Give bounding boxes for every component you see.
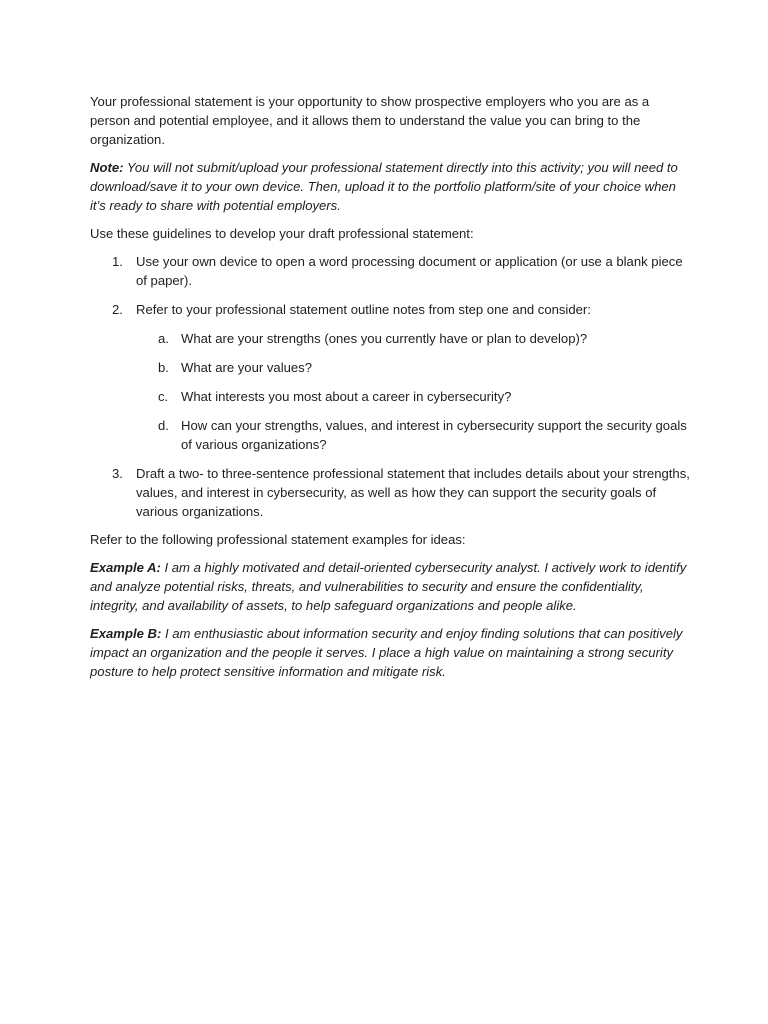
note-text: You will not submit/upload your professional statement directly into this activity; you will need to download/save it to your own device. Then, upload it to the portfolio platform/site of your choice when it’s ready to share with potential employers.	[90, 160, 678, 213]
example-b-paragraph	[90, 624, 690, 681]
substep-marker: b.	[158, 360, 169, 375]
list-item	[90, 300, 690, 454]
substep-text: What are your strengths (ones you currently have or plan to develop)?	[181, 331, 588, 346]
list-item	[90, 464, 690, 521]
step-marker: 1.	[112, 254, 123, 269]
substep-marker: c.	[158, 389, 169, 404]
step-text: Draft a two- to three-sentence professional statement that includes details about your strengths, values, and interest in cybersecurity, as well as how they can support the security goals of various organizations.	[136, 466, 690, 519]
sublist-item	[136, 358, 690, 377]
sublist-item	[136, 387, 690, 406]
example-a-label: Example A:	[90, 560, 161, 575]
step-marker: 3.	[112, 466, 123, 481]
example-a-paragraph	[90, 558, 690, 615]
substep-text: What interests you most about a career in cybersecurity?	[181, 389, 512, 404]
document-page	[90, 92, 690, 690]
sublist-item	[136, 329, 690, 348]
guidelines-intro: Use these guidelines to develop your draft professional statement:	[90, 226, 474, 241]
example-b-label: Example B:	[90, 626, 162, 641]
substep-marker: d.	[158, 418, 169, 433]
substep-text: What are your values?	[181, 360, 313, 375]
list-item	[90, 252, 690, 290]
intro-paragraph: Your professional statement is your opportunity to show prospective employers who you are as a person and potential employee, and it allows them to understand the value you can bring to the organization.	[90, 94, 650, 147]
note-paragraph	[90, 158, 690, 215]
examples-intro: Refer to the following professional statement examples for ideas:	[90, 532, 466, 547]
steps-list	[90, 252, 690, 521]
considerations-sublist	[136, 329, 690, 454]
example-a-text: I am a highly motivated and detail-oriented cybersecurity analyst. I actively work to identify and analyze potential risks, threats, and vulnerabilities to security and ensure the confidentiality, integrity, and availability of assets, to help safeguard organizations and people alike.	[90, 560, 687, 613]
substep-text: How can your strengths, values, and interest in cybersecurity support the security goals of various organizations?	[181, 418, 687, 452]
step-text: Refer to your professional statement outline notes from step one and consider:	[136, 302, 591, 317]
example-b-text: I am enthusiastic about information security and enjoy finding solutions that can positively impact an organization and the people it serves. I place a high value on maintaining a strong security posture to help protect sensitive information and mitigate risk.	[90, 626, 683, 679]
step-marker: 2.	[112, 302, 123, 317]
sublist-item	[136, 416, 690, 454]
note-label: Note:	[90, 160, 124, 175]
substep-marker: a.	[158, 331, 169, 346]
step-text: Use your own device to open a word processing document or application (or use a blank piece of paper).	[136, 254, 683, 288]
